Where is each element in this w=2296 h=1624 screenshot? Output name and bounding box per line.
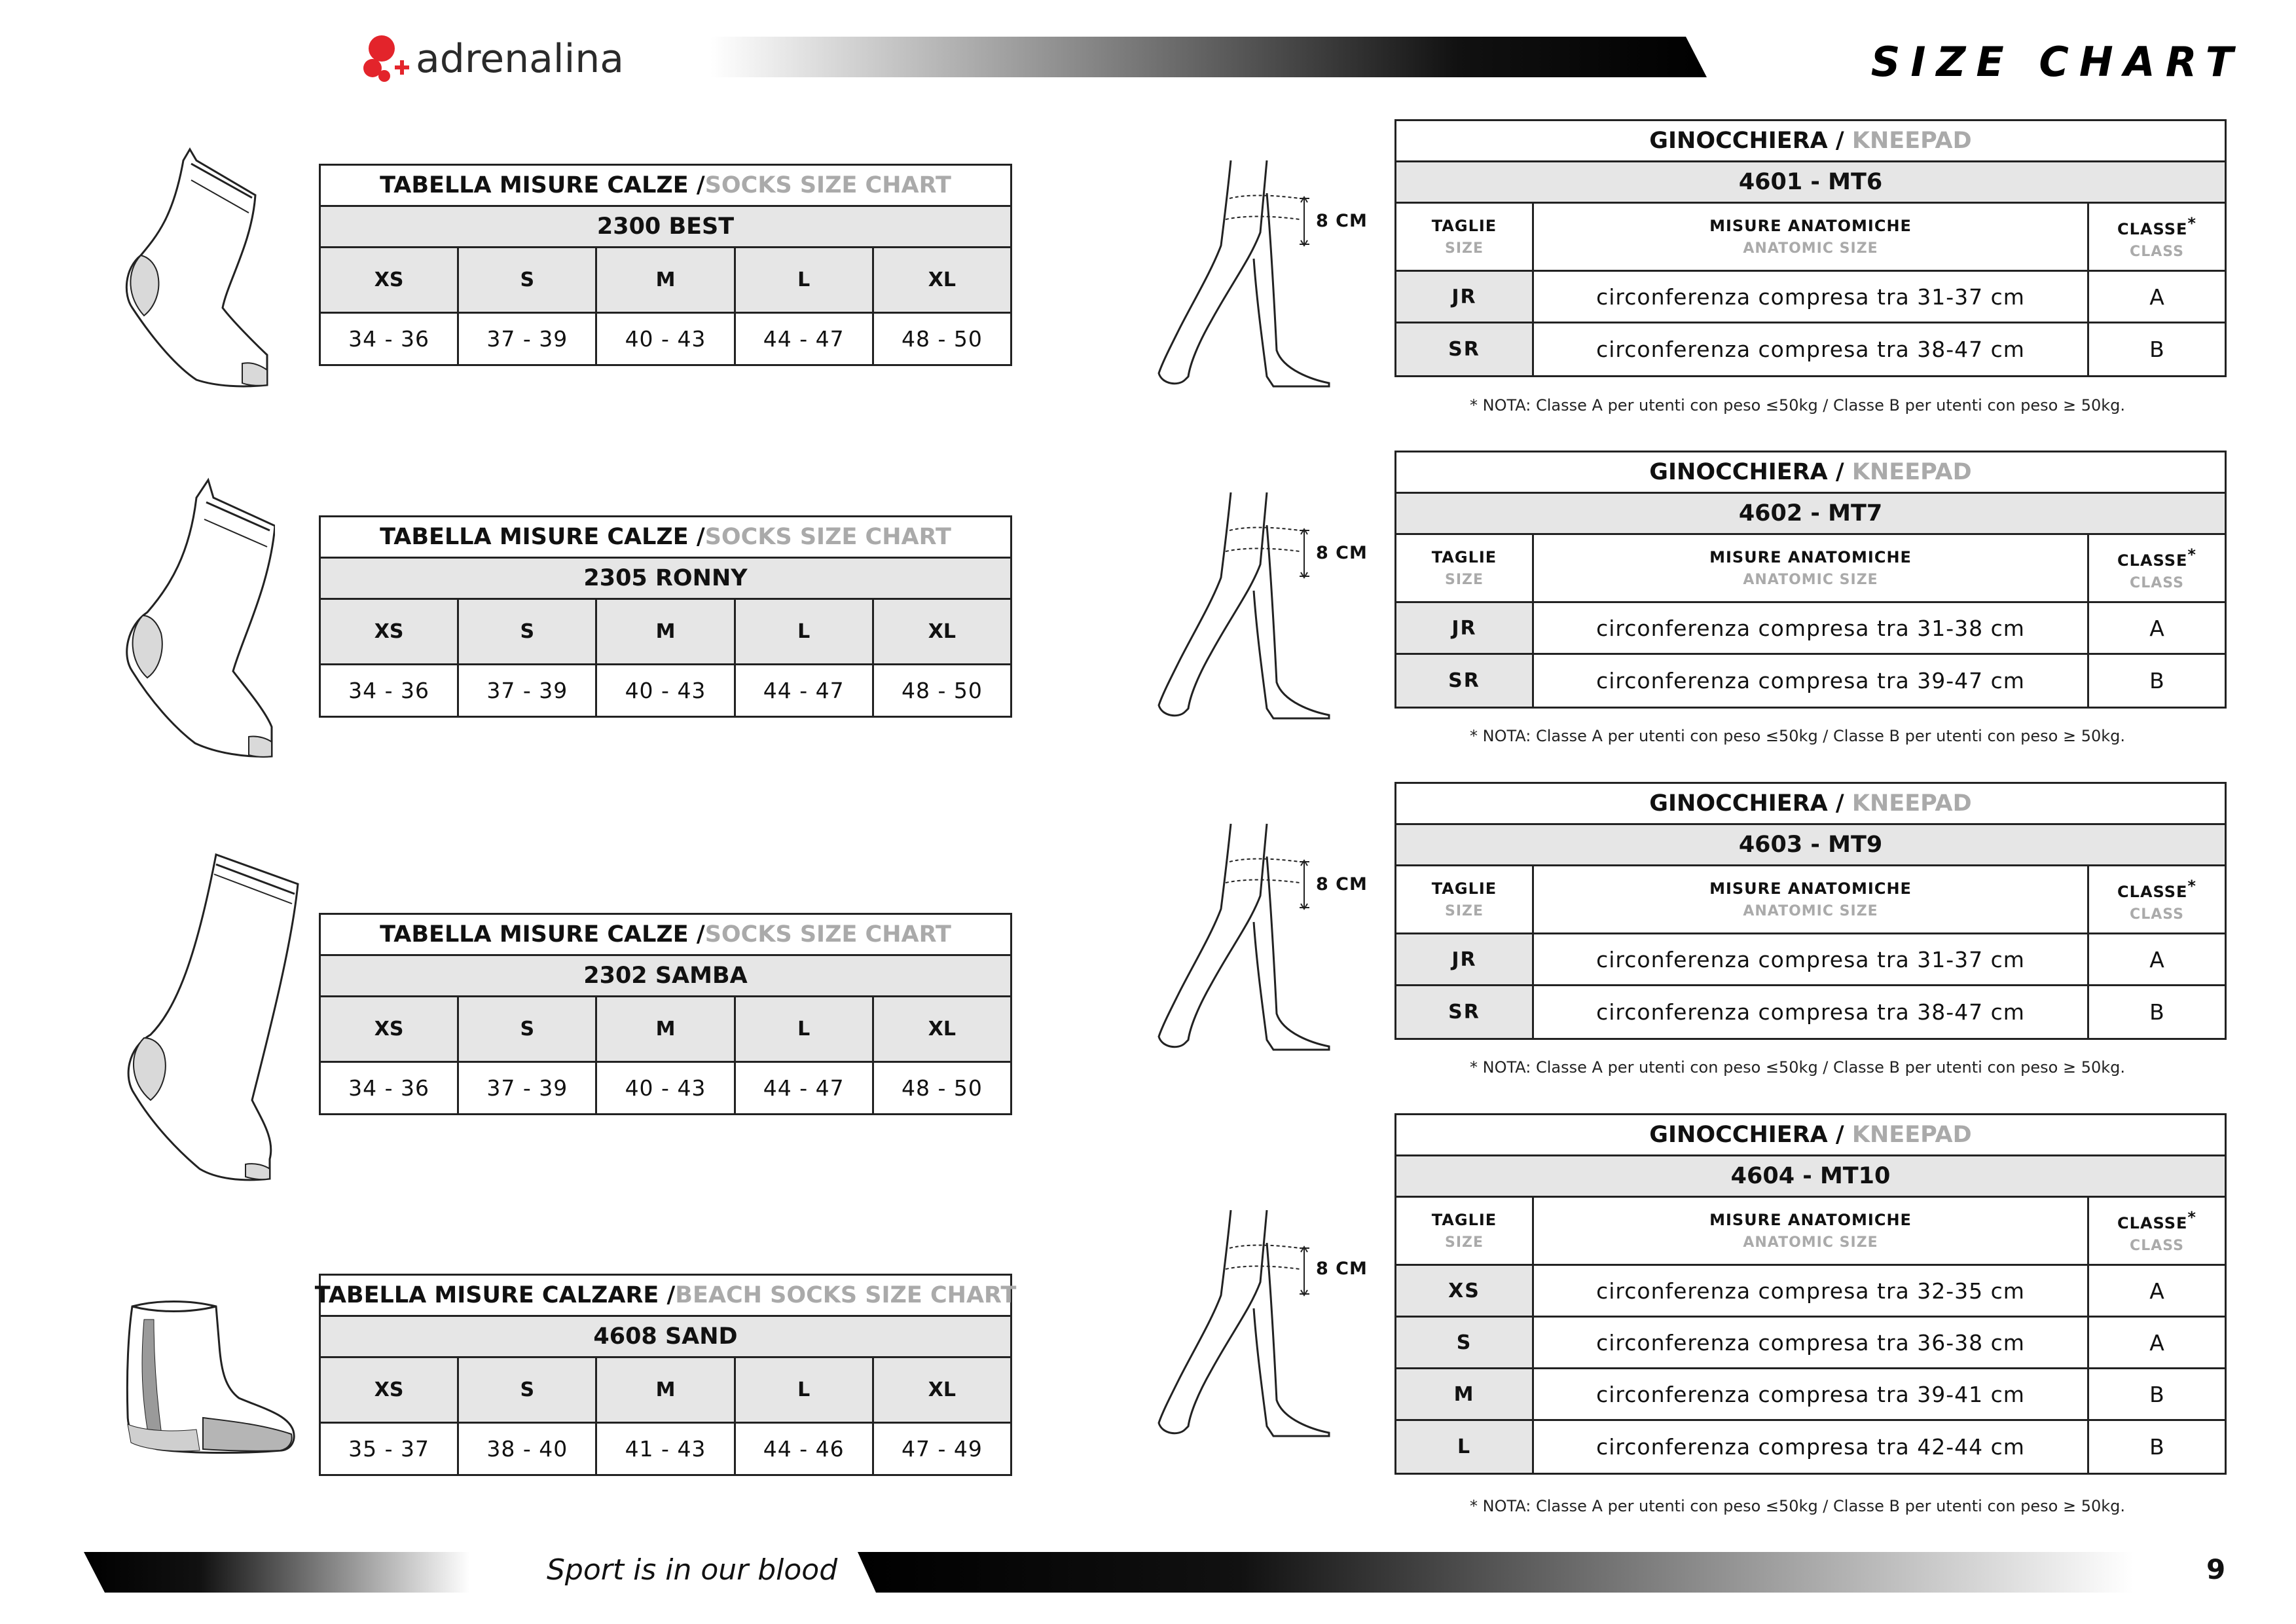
- kneepad-table-4601: [1394, 119, 2227, 377]
- size-header-row: XS S M L XL: [321, 600, 1010, 665]
- table-row: S circonferenza compresa tra 36-38 cm A: [1396, 1318, 2225, 1369]
- measure-label-8cm: 8 CM: [1316, 543, 1368, 563]
- model-name: 2302 SAMBA: [321, 956, 1010, 997]
- size-value-row: 35 - 37 38 - 40 41 - 43 44 - 46 47 - 49: [321, 1424, 1010, 1474]
- brand-name: adrenalina: [416, 36, 625, 82]
- page-title: SIZE CHART: [1870, 38, 2244, 86]
- kneepad-table-4603: [1394, 782, 2227, 1040]
- table-title: TABELLA MISURE CALZE / SOCKS SIZE CHART: [321, 915, 1010, 956]
- kneepad-table-4602: [1394, 451, 2227, 709]
- size-value-row: 34 - 36 37 - 39 40 - 43 44 - 47 48 - 50: [321, 314, 1010, 364]
- footnote: * NOTA: Classe A per utenti con peso ≤50kg / Classe B per utenti con peso ≥ 50kg.: [1470, 727, 2126, 745]
- footnote: * NOTA: Classe A per utenti con peso ≤50kg / Classe B per utenti con peso ≥ 50kg.: [1470, 1058, 2126, 1077]
- table-row: L circonferenza compresa tra 42-44 cm B: [1396, 1421, 2225, 1473]
- table-title: TABELLA MISURE CALZE / SOCKS SIZE CHART: [321, 166, 1010, 207]
- size-header-row: XS S M L XL: [321, 997, 1010, 1063]
- header-row: TAGLIE SIZE MISURE ANATOMICHE ANATOMIC SIZE CLASSE* CLASS: [1396, 866, 2225, 934]
- sock-2302-illustration: [118, 851, 301, 1192]
- table-row: SR circonferenza compresa tra 38-47 cm B: [1396, 323, 2225, 375]
- leg-measure-illustration: [1139, 1204, 1336, 1439]
- footnote: * NOTA: Classe A per utenti con peso ≤50kg / Classe B per utenti con peso ≥ 50kg.: [1470, 1497, 2126, 1515]
- header-row: TAGLIE SIZE MISURE ANATOMICHE ANATOMIC SIZE CLASSE* CLASS: [1396, 535, 2225, 603]
- table-row: JR circonferenza compresa tra 31-37 cm A: [1396, 272, 2225, 323]
- sock-2300-illustration: [118, 144, 275, 393]
- beach-sock-4608-illustration: [124, 1293, 301, 1464]
- size-header-row: XS S M L XL: [321, 1358, 1010, 1424]
- model-name: 4603 - MT9: [1396, 825, 2225, 866]
- beach-sock-size-table-4608: [314, 1274, 1017, 1476]
- leg-measure-illustration: [1139, 817, 1336, 1053]
- sock-size-table-2305: [319, 515, 1012, 718]
- table-title: TABELLA MISURE CALZARE / BEACH SOCKS SIZE CHART: [321, 1276, 1010, 1317]
- size-header-row: XS S M L XL: [321, 248, 1010, 314]
- table-row: JR circonferenza compresa tra 31-37 cm A: [1396, 934, 2225, 986]
- measure-label-8cm: 8 CM: [1316, 1259, 1368, 1279]
- measure-label-8cm: 8 CM: [1316, 874, 1368, 895]
- header-row: TAGLIE SIZE MISURE ANATOMICHE ANATOMIC SIZE CLASSE* CLASS: [1396, 1198, 2225, 1266]
- table-title: GINOCCHIERA / KNEEPAD: [1396, 452, 2225, 494]
- table-row: M circonferenza compresa tra 39-41 cm B: [1396, 1369, 2225, 1421]
- model-name: 4604 - MT10: [1396, 1156, 2225, 1198]
- sock-2305-illustration: [118, 475, 275, 763]
- kneepad-table-4604: [1394, 1113, 2227, 1475]
- page-number: 9: [2206, 1553, 2226, 1585]
- size-value-row: 34 - 36 37 - 39 40 - 43 44 - 47 48 - 50: [321, 665, 1010, 716]
- footer-slogan: Sport is in our blood: [547, 1553, 838, 1587]
- size-value-row: 34 - 36 37 - 39 40 - 43 44 - 47 48 - 50: [321, 1063, 1010, 1113]
- leg-measure-illustration: [1139, 486, 1336, 722]
- leg-measure-illustration: [1139, 154, 1336, 390]
- table-row: XS circonferenza compresa tra 32-35 cm A: [1396, 1266, 2225, 1318]
- footer-gradient-bar-right: [858, 1552, 2133, 1593]
- brand-logo: [362, 29, 624, 88]
- table-row: JR circonferenza compresa tra 31-38 cm A: [1396, 603, 2225, 655]
- model-name: 4602 - MT7: [1396, 494, 2225, 535]
- model-name: 4608 SAND: [321, 1317, 1010, 1358]
- header-row: TAGLIE SIZE MISURE ANATOMICHE ANATOMIC SIZE CLASSE* CLASS: [1396, 204, 2225, 272]
- header-gradient-bar: [710, 37, 1707, 77]
- model-name: 2300 BEST: [321, 207, 1010, 248]
- table-row: SR circonferenza compresa tra 39-47 cm B: [1396, 655, 2225, 707]
- measure-label-8cm: 8 CM: [1316, 211, 1368, 231]
- model-name: 2305 RONNY: [321, 559, 1010, 600]
- table-title: TABELLA MISURE CALZE / SOCKS SIZE CHART: [321, 517, 1010, 559]
- table-title: GINOCCHIERA / KNEEPAD: [1396, 784, 2225, 825]
- model-name: 4601 - MT6: [1396, 162, 2225, 204]
- sock-size-table-2300: [319, 164, 1012, 366]
- table-title: GINOCCHIERA / KNEEPAD: [1396, 1115, 2225, 1156]
- table-row: SR circonferenza compresa tra 38-47 cm B: [1396, 986, 2225, 1038]
- sock-size-table-2302: [319, 913, 1012, 1115]
- footnote: * NOTA: Classe A per utenti con peso ≤50kg / Classe B per utenti con peso ≥ 50kg.: [1470, 396, 2126, 415]
- logo-mark-icon: [362, 33, 410, 85]
- table-title: GINOCCHIERA / KNEEPAD: [1396, 121, 2225, 162]
- footer-gradient-bar-left: [84, 1552, 470, 1593]
